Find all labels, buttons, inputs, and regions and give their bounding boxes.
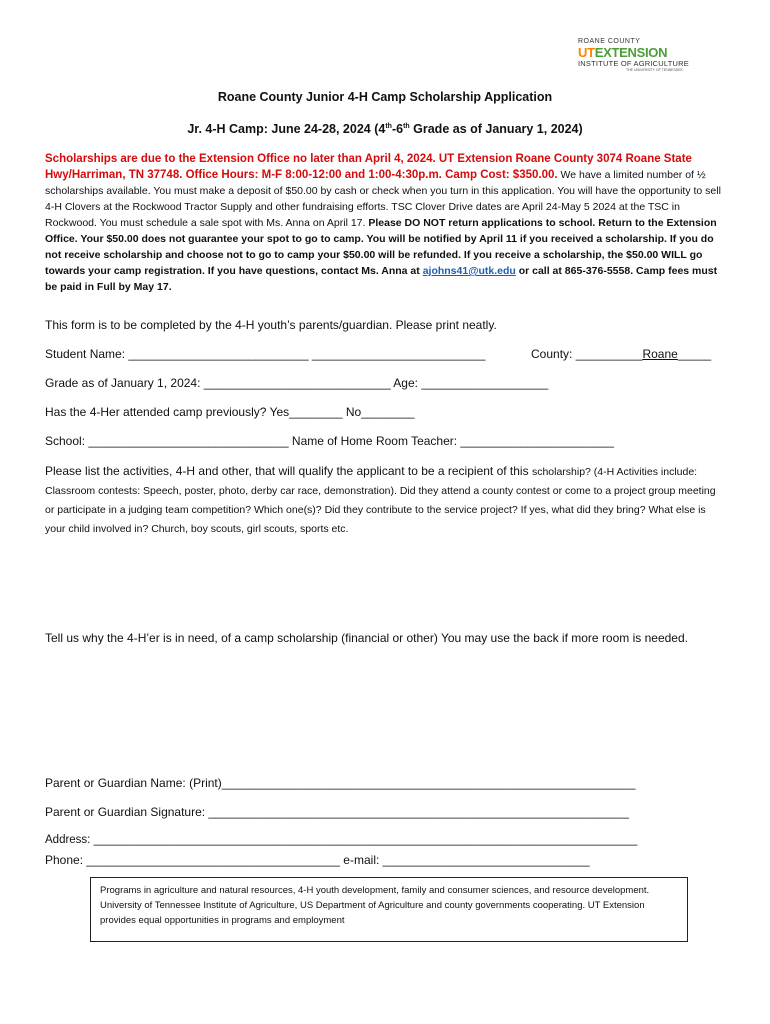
camp-dates: Jr. 4-H Camp: June 24-28, 2024 (4th-6th Grade as of January 1, 2024) xyxy=(187,122,583,136)
parent-name-field[interactable]: Parent or Guardian Name: (Print)______________________________________________________________ xyxy=(45,776,636,790)
ut-extension-logo xyxy=(578,38,698,78)
logo-wordmark: UTEXTENSION xyxy=(578,45,668,60)
address-field[interactable]: Address: _____________________________________________________________________________________ xyxy=(45,834,638,846)
footer-disclaimer: Programs in agriculture and natural resources, 4-H youth development, family and consumer sciences, and resource development. University of Tennessee Institute of Agriculture, US Department of Agriculture and county governments cooperating. UT Extension provides equal opportunities in programs and employment xyxy=(90,877,688,942)
grade-age-field[interactable]: Grade as of January 1, 2024: ____________________________ Age: ___________________ xyxy=(45,376,549,390)
contact-email-link[interactable]: ajohns41@utk.edu xyxy=(422,265,516,277)
logo-university: THE UNIVERSITY OF TENNESSEE xyxy=(626,68,683,72)
instructions-text: Please DO NOT return applications to school. Return to the Extension Office. Your $50.00 does not guarantee your spot to go to camp. You will be notified by April 11 if you received a scholarship. If you do not receive scholarship and choose not to go to camp your $50.00 will be refunded. If you receive a scholarship, the $50.00 WILL go towards your camp registration. If you have questions, contact Ms. Anna at xyxy=(45,217,717,277)
deadline-text: Scholarships are due to the Extension Office no later than April 4, 2024. UT Extension Roane County 3074 Roane State Hwy/Harriman, TN 37748. Office Hours: M-F 8:00-12:00 and 1:00-4:30p.m. Camp Cost: $350.00. xyxy=(45,153,692,181)
form-note: This form is to be completed by the 4-H youth’s parents/guardian. Please print neatly. xyxy=(45,318,497,332)
school-teacher-field[interactable]: School: ______________________________ Name of Home Room Teacher: _______________________ xyxy=(45,434,614,448)
activities-question: Please list the activities, 4-H and other, that will qualify the applicant to be a recipient of this scholarship? (4-H Activities include: Classroom contests: Speech, poster, photo, derby car race, demonstration). Did they attend a county contest or come to a project group meeting or participate in a judging team competition? Which one(s)? Did they contribute to the service project? If yes, what did they bring? What else is your child involved in? Church, boy scouts, girl scouts, sports etc. xyxy=(45,464,716,535)
county-field[interactable]: County: __________Roane_____ xyxy=(531,347,712,361)
phone-email-field[interactable]: Phone: ______________________________________ e-mail: _______________________________ xyxy=(45,853,590,867)
student-name-field[interactable]: Student Name: ___________________________ __________________________ xyxy=(45,347,486,361)
parent-signature-field[interactable]: Parent or Guardian Signature: _______________________________________________________________ xyxy=(45,805,629,819)
need-question: Tell us why the 4-H’er is in need, of a camp scholarship (financial or other) You may use the back if more room is needed. xyxy=(45,631,688,645)
logo-institute: INSTITUTE OF AGRICULTURE xyxy=(578,59,689,68)
logo-county: ROANE COUNTY xyxy=(578,38,641,45)
contact-phone-text: or call at 865-376-5558. Camp fees must be paid in Full by May 17. xyxy=(45,265,718,293)
attended-camp-field[interactable]: Has the 4-Her attended camp previously? Yes________ No________ xyxy=(45,405,415,419)
scholarship-info: We have a limited number of ½ scholarships available. You must make a deposit of $50.00 by cash or check when you turn in this application. You will have the opportunity to sell 4-H Clovers at the Rockwood Tractor Supply and other fundraising efforts. TSC Clover Drive dates are April 24-May 5 2024 at the TSC in Rockwood. You must schedule a sale spot with Ms. Anna on April 17. xyxy=(45,169,721,229)
page-title: Roane County Junior 4-H Camp Scholarship Application xyxy=(217,90,553,104)
intro-paragraph xyxy=(45,151,728,295)
